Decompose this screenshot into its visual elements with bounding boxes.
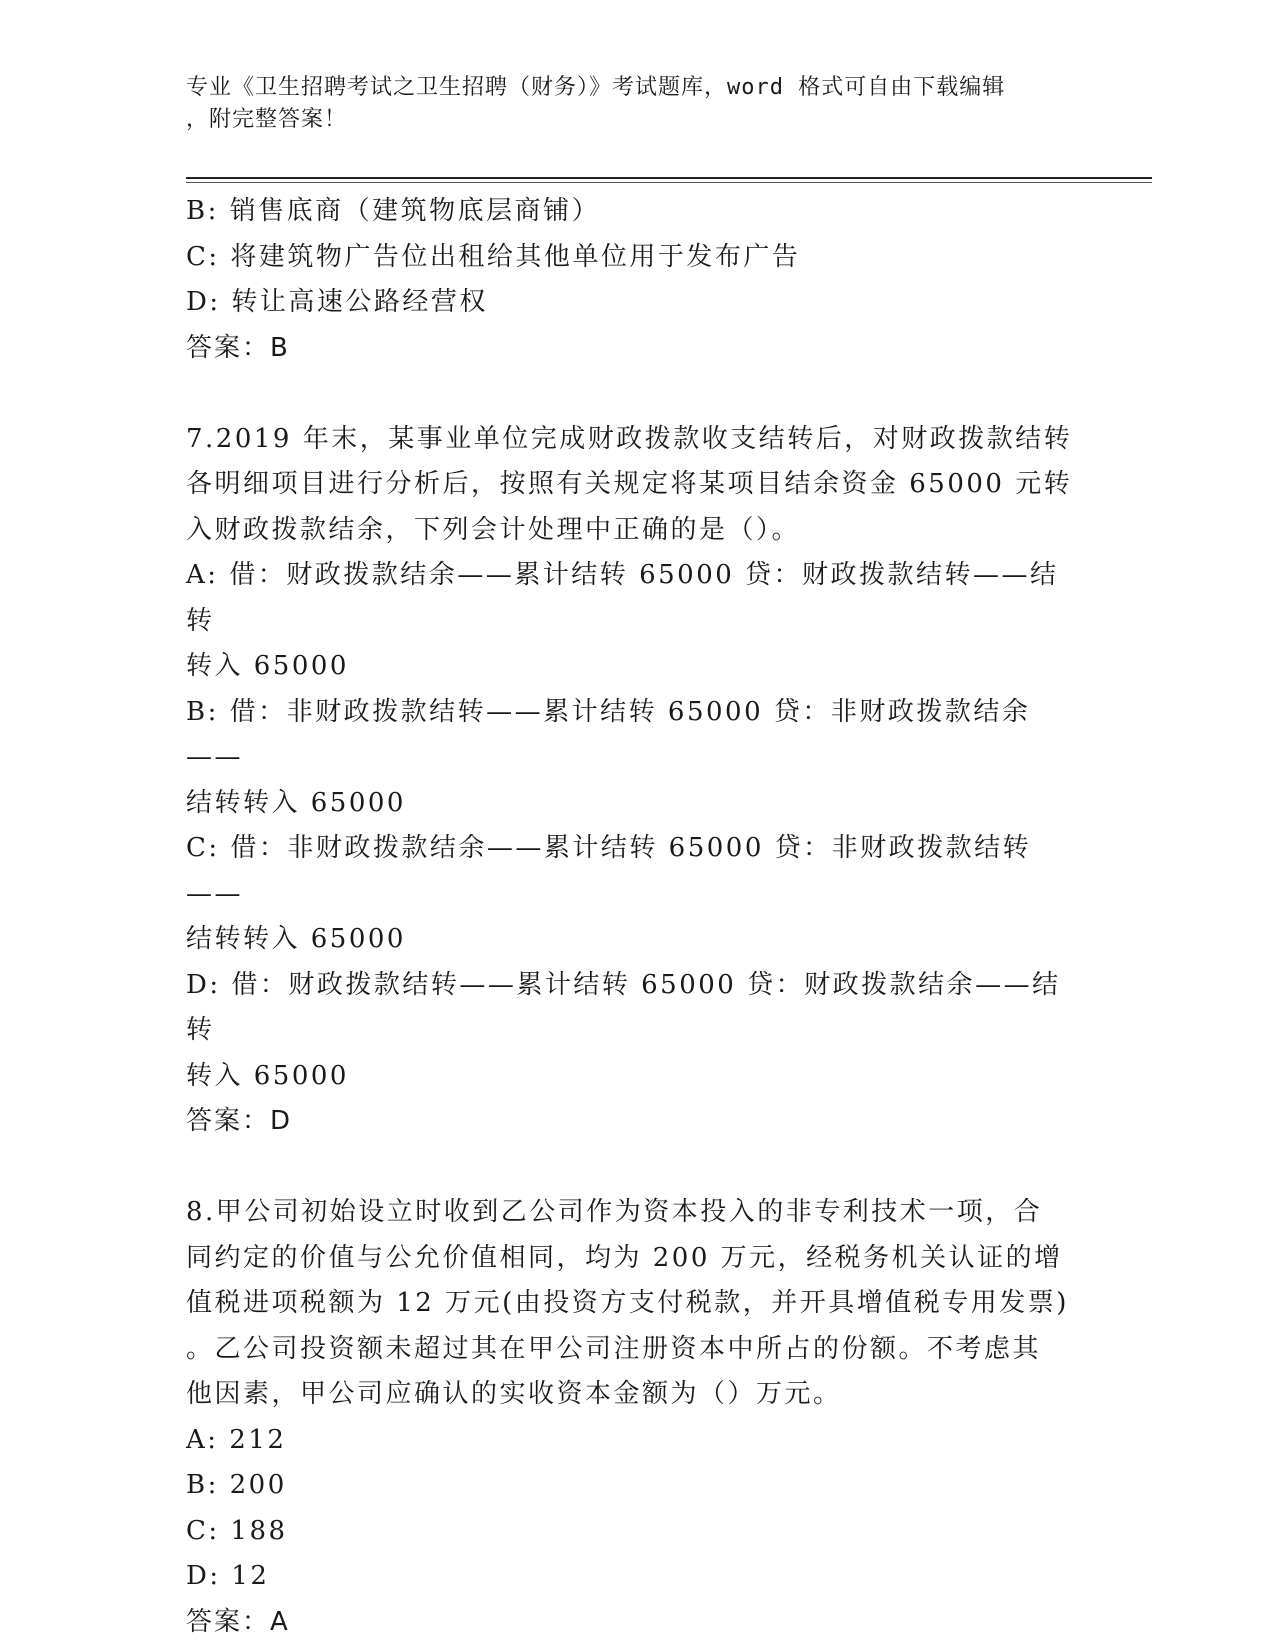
- option-a: A: 212: [186, 1424, 287, 1455]
- question-8: [186, 1190, 1086, 1645]
- header-rule-thick: [186, 177, 1152, 179]
- option-d: D: 12: [186, 1561, 270, 1591]
- option-d: D: 转让高速公路经营权: [186, 287, 488, 317]
- document-header: [186, 72, 1066, 136]
- question-stem: 7.2019 年末，某事业单位完成财政拨款收支结转后，对财政拨款结转: [186, 423, 1073, 454]
- document-body: [186, 189, 1086, 1645]
- spacer: [186, 1145, 1086, 1191]
- header-line-1: 专业《卫生招聘考试之卫生招聘（财务）》考试题库，word 格式可自由下载编辑: [186, 75, 1006, 100]
- option-b: B: 200: [186, 1470, 287, 1500]
- answer-label: 答案：D: [186, 1106, 293, 1136]
- option-d-cont: 转入 65000: [186, 1060, 349, 1091]
- question-stem: 同约定的价值与公允价值相同，均为 200 万元，经税务机关认证的增: [186, 1242, 1063, 1273]
- question-stem: 值税进项税额为 12 万元(由投资方支付税款，并开具增值税专用发票): [186, 1288, 1069, 1318]
- answer-label: 答案：A: [186, 1606, 290, 1637]
- option-c: C: 188: [186, 1515, 288, 1546]
- option-b: B: 借：非财政拨款结转——累计结转 65000 贷：非财政拨款结余——: [186, 696, 1031, 772]
- option-a: A: 借：财政拨款结余——累计结转 65000 贷：财政拨款结转——结转: [186, 560, 1059, 636]
- option-c: C: 将建筑物广告位出租给其他单位用于发布广告: [186, 241, 801, 272]
- option-b: B: 销售底商（建筑物底层商铺）: [186, 196, 601, 226]
- option-c: C: 借：非财政拨款结余——累计结转 65000 贷：非财政拨款结转——: [186, 833, 1032, 909]
- option-b-cont: 结转转入 65000: [186, 787, 406, 818]
- question-stem: 入财政拨款结余，下列会计处理中正确的是（）。: [186, 514, 801, 545]
- question-stem: 他因素，甲公司应确认的实收资本金额为（）万元。: [186, 1379, 842, 1409]
- option-a-cont: 转入 65000: [186, 651, 349, 681]
- header-line-2: ，附完整答案！: [186, 107, 348, 132]
- header-rule-thin: [186, 182, 1152, 183]
- question-stem: 8.甲公司初始设立时收到乙公司作为资本投入的非专利技术一项，合: [186, 1197, 1043, 1227]
- option-d: D: 借：财政拨款结转——累计结转 65000 贷：财政拨款结余——结转: [186, 969, 1061, 1045]
- option-c-cont: 结转转入 65000: [186, 924, 406, 954]
- question-stem: 。乙公司投资额未超过其在甲公司注册资本中所占的份额。不考虑其: [186, 1333, 1042, 1364]
- question-stem: 各明细项目进行分析后，按照有关规定将某项目结余资金 65000 元转: [186, 469, 1073, 499]
- question-7: [186, 417, 1086, 1145]
- answer-label: 答案：B: [186, 332, 290, 363]
- prev-question-block: [186, 189, 1086, 371]
- spacer: [186, 371, 1086, 417]
